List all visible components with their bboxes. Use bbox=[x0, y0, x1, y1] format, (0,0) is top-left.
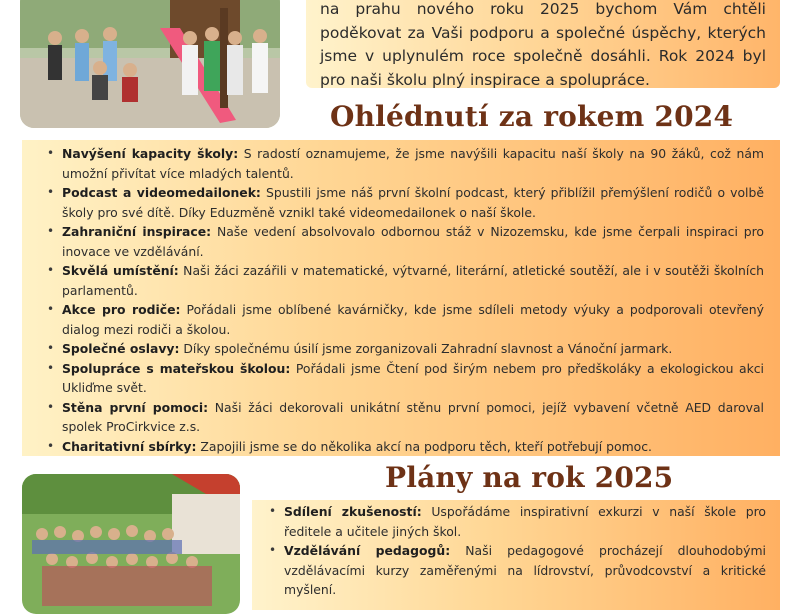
plans-box bbox=[252, 500, 780, 610]
item-text: Spustili jsme náš první školní podcast, který přiblížil přemýšlení rodičů o volbě školy pro své dítě. Díky Eduzměně vznikl také videomedailonek o naší škole. bbox=[62, 185, 764, 220]
item-text: Naši žáci dekorovali unikátní stěnu první pomoci, jejíž vybavení včetně AED daroval spolek ProCirkvice z.s. bbox=[62, 399, 764, 434]
list-item bbox=[42, 359, 764, 398]
item-text: Naše vedení absolvovalo odbornou stáž v Nizozemsku, kde jsme čerpali inspiraci pro inovace ve vzdělávání. bbox=[62, 224, 764, 259]
list-item bbox=[42, 261, 764, 300]
item-text: Pořádali jsme Čtení pod širým nebem pro předškoláky a ekologickou akci Ukliďme svět. bbox=[62, 360, 765, 395]
list-item bbox=[42, 398, 764, 437]
list-item bbox=[42, 437, 764, 457]
review-heading: Ohlédnutí za rokem 2024 bbox=[330, 100, 734, 133]
list-item bbox=[42, 183, 764, 222]
plans-heading: Plány na rok 2025 bbox=[385, 461, 674, 494]
item-title: Stěna první pomoci: bbox=[62, 399, 209, 415]
item-title: Společné oslavy: bbox=[62, 341, 180, 356]
item-title: Charitativní sbírky: bbox=[62, 438, 197, 454]
list-item bbox=[42, 222, 764, 261]
list-item bbox=[42, 339, 764, 359]
plans-list bbox=[264, 502, 766, 600]
list-item bbox=[42, 144, 764, 183]
item-title: Podcast a videomedailonek: bbox=[62, 185, 261, 200]
list-item bbox=[42, 300, 764, 339]
item-title: Navýšení kapacity školy: bbox=[62, 146, 239, 161]
item-text: Díky společnému úsilí jsme zorganizovali Zahradní slavnost a Vánoční jarmark. bbox=[179, 341, 673, 356]
review-list bbox=[42, 144, 764, 456]
item-title: Zahraniční inspirace: bbox=[62, 224, 212, 239]
school-group-photo bbox=[22, 474, 240, 614]
staff-group-photo bbox=[20, 0, 280, 128]
list-item bbox=[264, 502, 766, 541]
item-title: Skvělá umístění: bbox=[62, 263, 179, 278]
intro-box bbox=[306, 0, 780, 88]
intro-text: na prahu nového roku 2025 bychom Vám chtěli poděkovat za Vaši podporu a společné úspěchy, kterých jsme v uplynulém roce společně dosáhli. Rok 2024 byl pro naši školu plný inspirace a spolupráce. bbox=[320, 0, 766, 89]
list-item bbox=[264, 541, 766, 600]
review-box bbox=[22, 140, 780, 456]
item-text: Naši pedagogové procházejí dlouhodobými vzdělávacími kurzy zaměřenými na lídrovství, průvodcovství a kritické myšlení. bbox=[284, 543, 766, 597]
item-text: S radostí oznamujeme, že jsme navýšili kapacitu naší školy na 90 žáků, což nám umožní přivítat více mladých talentů. bbox=[62, 146, 764, 181]
item-text: Uspořádáme inspirativní exkurzi v naší škole pro ředitele a učitele jiných škol. bbox=[284, 504, 766, 539]
item-title: Akce pro rodiče: bbox=[62, 302, 181, 317]
item-text: Naši žáci zazářili v matematické, výtvarné, literární, atletické soutěží, ale i v soutěži školních parlamentů. bbox=[62, 263, 764, 298]
item-title: Sdílení zkušeností: bbox=[284, 504, 422, 519]
item-title: Spolupráce s mateřskou školou: bbox=[62, 360, 291, 376]
item-title: Vzdělávání pedagogů: bbox=[284, 543, 451, 558]
item-text: Zapojili jsme se do několika akcí na podporu těch, kteří potřebují pomoc. bbox=[196, 438, 652, 454]
item-text: Pořádali jsme oblíbené kavárničky, kde jsme sdíleli metody výuky a podporovali otevřený dialog mezi rodiči a školou. bbox=[62, 302, 764, 337]
